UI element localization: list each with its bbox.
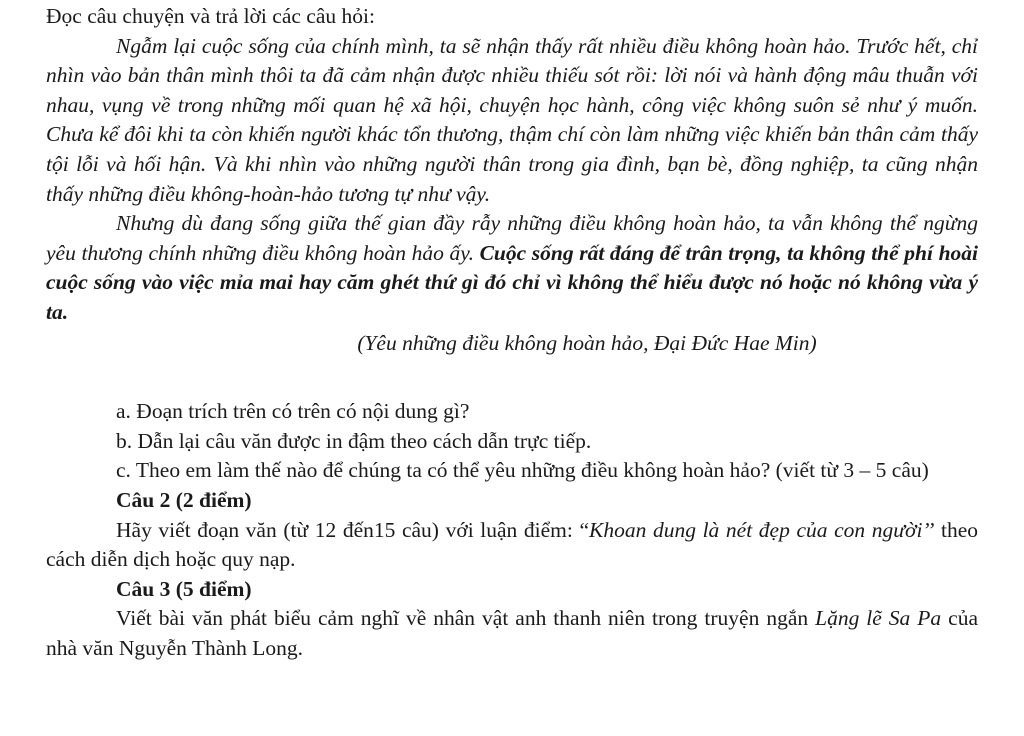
cau2-text: [46, 516, 978, 575]
cau3-text-end: của nhà văn Nguyễn Thành Long.: [46, 606, 978, 660]
passage-paragraph-2: [46, 209, 978, 327]
cau2-title: Câu 2 (2 điểm): [116, 487, 252, 512]
question-b: b. Dẫn lại câu văn được in đậm theo cách dẫn trực tiếp.: [116, 428, 592, 453]
passage-source: (Yêu những điều không hoàn hảo, Đại Đức Hae Min): [357, 330, 817, 355]
instruction-heading: Đọc câu chuyện và trả lời các câu hỏi:: [46, 4, 375, 28]
spacer: [46, 358, 978, 397]
question-c: c. Theo em làm thế nào để chúng ta có thể yêu những điều không hoàn hảo? (viết từ 3 – 5 câu): [116, 458, 929, 483]
cau3-text: [46, 604, 978, 663]
cau3-story-title: Lặng lẽ Sa Pa: [815, 606, 942, 631]
passage-bold-sentence: Cuộc sống rất đáng để trân trọng, ta không thể phí hoài cuộc sống vào việc mỉa mai hay căm ghét thứ gì đó chỉ vì không thể hiểu được nó hoặc nó không vừa ý ta.: [46, 240, 979, 324]
cau3-text-start: Viết bài văn phát biểu cảm nghĩ về nhân vật anh thanh niên trong truyện ngắn: [116, 606, 816, 631]
cau2-text-start: Hãy viết đoạn văn (từ 12 đến15 câu) với luận điểm: “: [116, 517, 590, 542]
cau3-title: Câu 3 (5 điểm): [116, 576, 252, 601]
question-a: a. Đoạn trích trên có trên có nội dung gì?: [116, 399, 470, 424]
cau2-text-end: theo cách diễn dịch hoặc quy nạp.: [46, 517, 978, 572]
passage-paragraph-2-normal: Nhưng dù đang sống giữa thế gian đầy rẫy những điều không hoàn hảo, ta vẫn không thể ngừng yêu thương chính những điều không hoàn hảo ấy.: [46, 211, 978, 265]
passage-paragraph-1: Ngẫm lại cuộc sống của chính mình, ta sẽ nhận thấy rất nhiều điều không hoàn hảo. Trước hết, chỉ nhìn vào bản thân mình thôi ta đã cảm nhận được nhiều thiếu sót rồi: lời nói và hành động mâu thuẫn với nhau, vụng về trong những mối quan hệ xã hội, chuyện học hành, công việc không suôn sẻ như ý muốn. Chưa kể đôi khi ta còn khiến người khác tổn thương, thậm chí còn làm những việc khiến bản thân cảm thấy tội lỗi và hối hận. Và khi nhìn vào những người thân trong gia đình, bạn bè, đồng nghiệp, ta cũng nhận thấy những điều không-hoàn-hảo tương tự như vậy.: [46, 33, 978, 206]
cau2-thesis: Khoan dung là nét đẹp của con người’’: [589, 517, 935, 542]
